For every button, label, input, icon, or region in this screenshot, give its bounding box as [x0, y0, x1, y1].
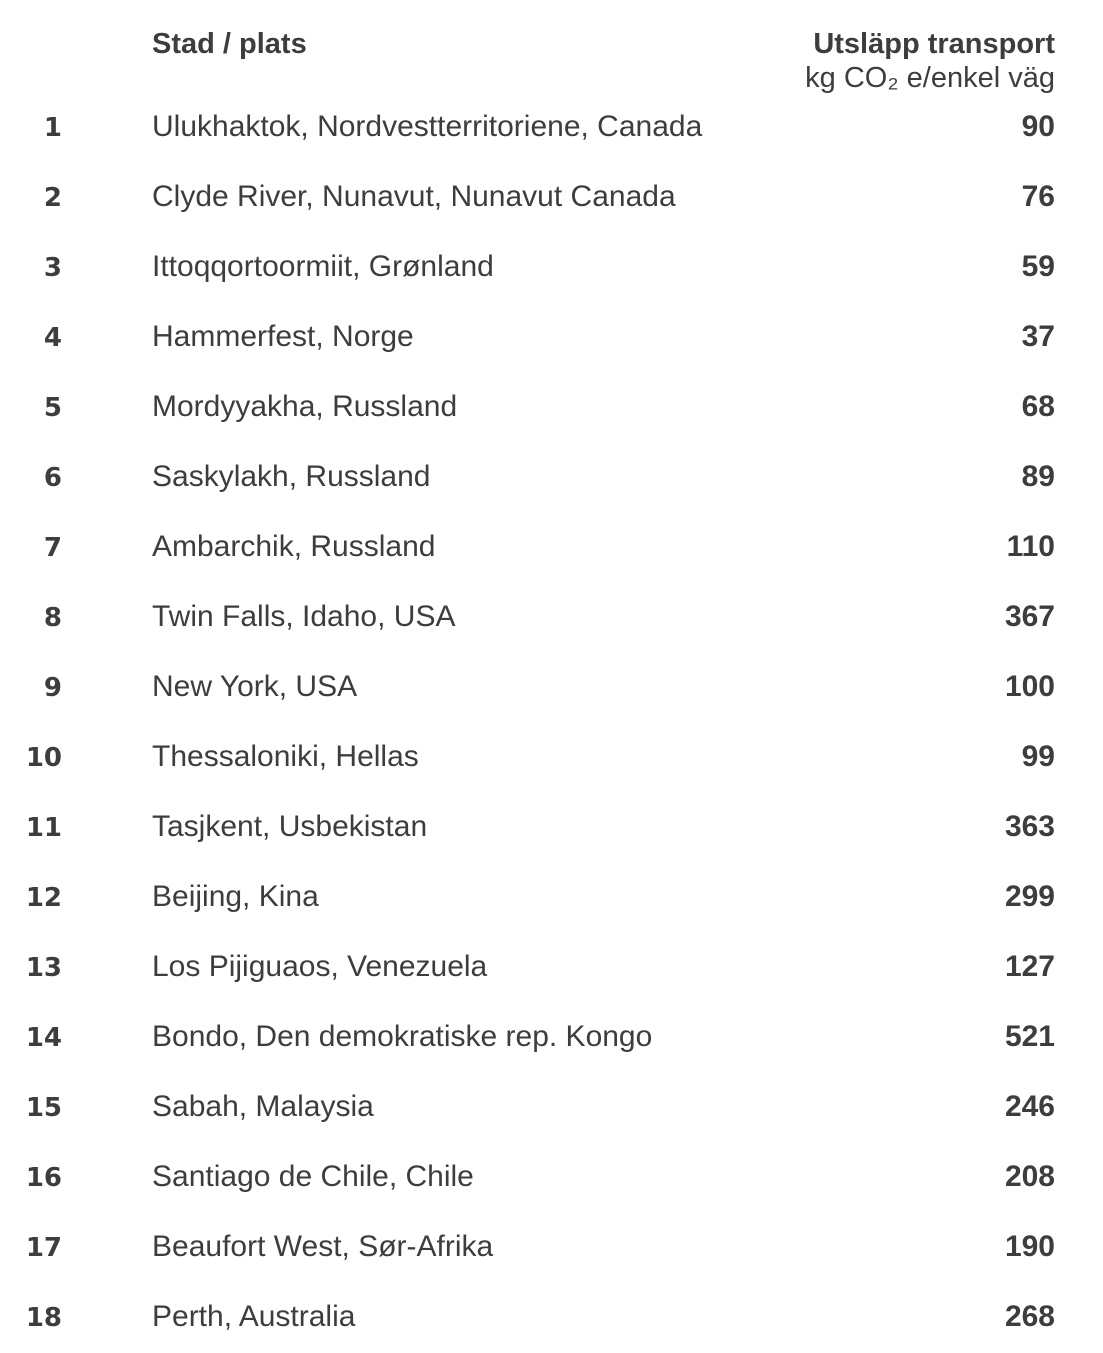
row-emission-value: 208	[1004, 1160, 1055, 1193]
row-emission-value: 89	[1021, 460, 1055, 493]
row-place: Beaufort West, Sør-Afrika	[152, 1230, 494, 1263]
table-row	[0, 1213, 1103, 1283]
row-rank: 13	[25, 953, 62, 983]
row-rank: 8	[43, 603, 62, 633]
row-emission-value: 521	[1004, 1020, 1055, 1053]
row-emission-value: 76	[1021, 180, 1055, 213]
row-emission-value: 59	[1021, 250, 1055, 283]
row-rank: 12	[25, 883, 62, 913]
emissions-header-unit: kg CO₂ e/enkel väg	[805, 62, 1055, 94]
row-emission-value: 37	[1021, 320, 1055, 353]
table-body	[0, 93, 1103, 1353]
table-row	[0, 443, 1103, 513]
table-row	[0, 723, 1103, 793]
row-place: Thessaloniki, Hellas	[152, 740, 419, 773]
table-row	[0, 93, 1103, 163]
row-emission-value: 100	[1004, 670, 1055, 703]
row-rank: 10	[25, 743, 62, 773]
row-rank: 5	[43, 393, 62, 423]
row-emission-value: 99	[1021, 740, 1055, 773]
table-row	[0, 1143, 1103, 1213]
table-row	[0, 1073, 1103, 1143]
row-place: Perth, Australia	[152, 1300, 356, 1333]
row-rank: 9	[43, 673, 62, 703]
row-emission-value: 363	[1004, 810, 1055, 843]
row-emission-value: 246	[1004, 1090, 1055, 1123]
row-place: Hammerfest, Norge	[152, 320, 414, 353]
row-rank: 18	[25, 1303, 62, 1333]
row-emission-value: 127	[1004, 950, 1055, 983]
row-rank: 16	[25, 1163, 62, 1193]
row-rank: 6	[43, 463, 62, 493]
row-place: Twin Falls, Idaho, USA	[152, 600, 456, 633]
row-place: Sabah, Malaysia	[152, 1090, 374, 1123]
row-rank: 4	[43, 323, 62, 353]
table-row	[0, 513, 1103, 583]
table-row	[0, 793, 1103, 863]
column-header-place: Stad / plats	[152, 28, 307, 60]
table-row	[0, 163, 1103, 233]
row-rank: 2	[43, 183, 62, 213]
table-row	[0, 863, 1103, 933]
row-place: Tasjkent, Usbekistan	[152, 810, 428, 843]
row-place: Beijing, Kina	[152, 880, 319, 913]
row-rank: 7	[43, 533, 62, 563]
row-place: Clyde River, Nunavut, Nunavut Canada	[152, 180, 676, 213]
table-row	[0, 583, 1103, 653]
column-header-emissions	[805, 26, 1055, 96]
table-header	[0, 0, 1103, 100]
row-emission-value: 110	[1006, 530, 1055, 563]
table-row	[0, 1283, 1103, 1353]
row-rank: 15	[25, 1093, 62, 1123]
table-row	[0, 1003, 1103, 1073]
row-place: Ambarchik, Russland	[152, 530, 436, 563]
row-place: Saskylakh, Russland	[152, 460, 431, 493]
row-rank: 1	[43, 113, 62, 143]
row-emission-value: 90	[1021, 110, 1055, 143]
row-place: Bondo, Den demokratiske rep. Kongo	[152, 1020, 653, 1053]
table-row	[0, 653, 1103, 723]
row-rank: 3	[43, 253, 62, 283]
row-emission-value: 190	[1004, 1230, 1055, 1263]
row-rank: 14	[25, 1023, 62, 1053]
row-place: Los Pijiguaos, Venezuela	[152, 950, 488, 983]
row-place: Mordyyakha, Russland	[152, 390, 458, 423]
table-row	[0, 933, 1103, 1003]
table-row	[0, 233, 1103, 303]
row-emission-value: 367	[1004, 600, 1055, 633]
row-rank: 17	[25, 1233, 62, 1263]
row-place: Ittoqqortoormiit, Grønland	[152, 250, 494, 283]
table-row	[0, 373, 1103, 443]
table-row	[0, 303, 1103, 373]
row-place: Santiago de Chile, Chile	[152, 1160, 474, 1193]
row-emission-value: 268	[1004, 1300, 1055, 1333]
row-place: Ulukhaktok, Nordvestterritoriene, Canada	[152, 110, 703, 143]
row-emission-value: 68	[1021, 390, 1055, 423]
row-place: New York, USA	[152, 670, 358, 703]
emissions-header-title: Utsläpp transport	[813, 28, 1055, 60]
row-emission-value: 299	[1004, 880, 1055, 913]
row-rank: 11	[25, 813, 62, 843]
